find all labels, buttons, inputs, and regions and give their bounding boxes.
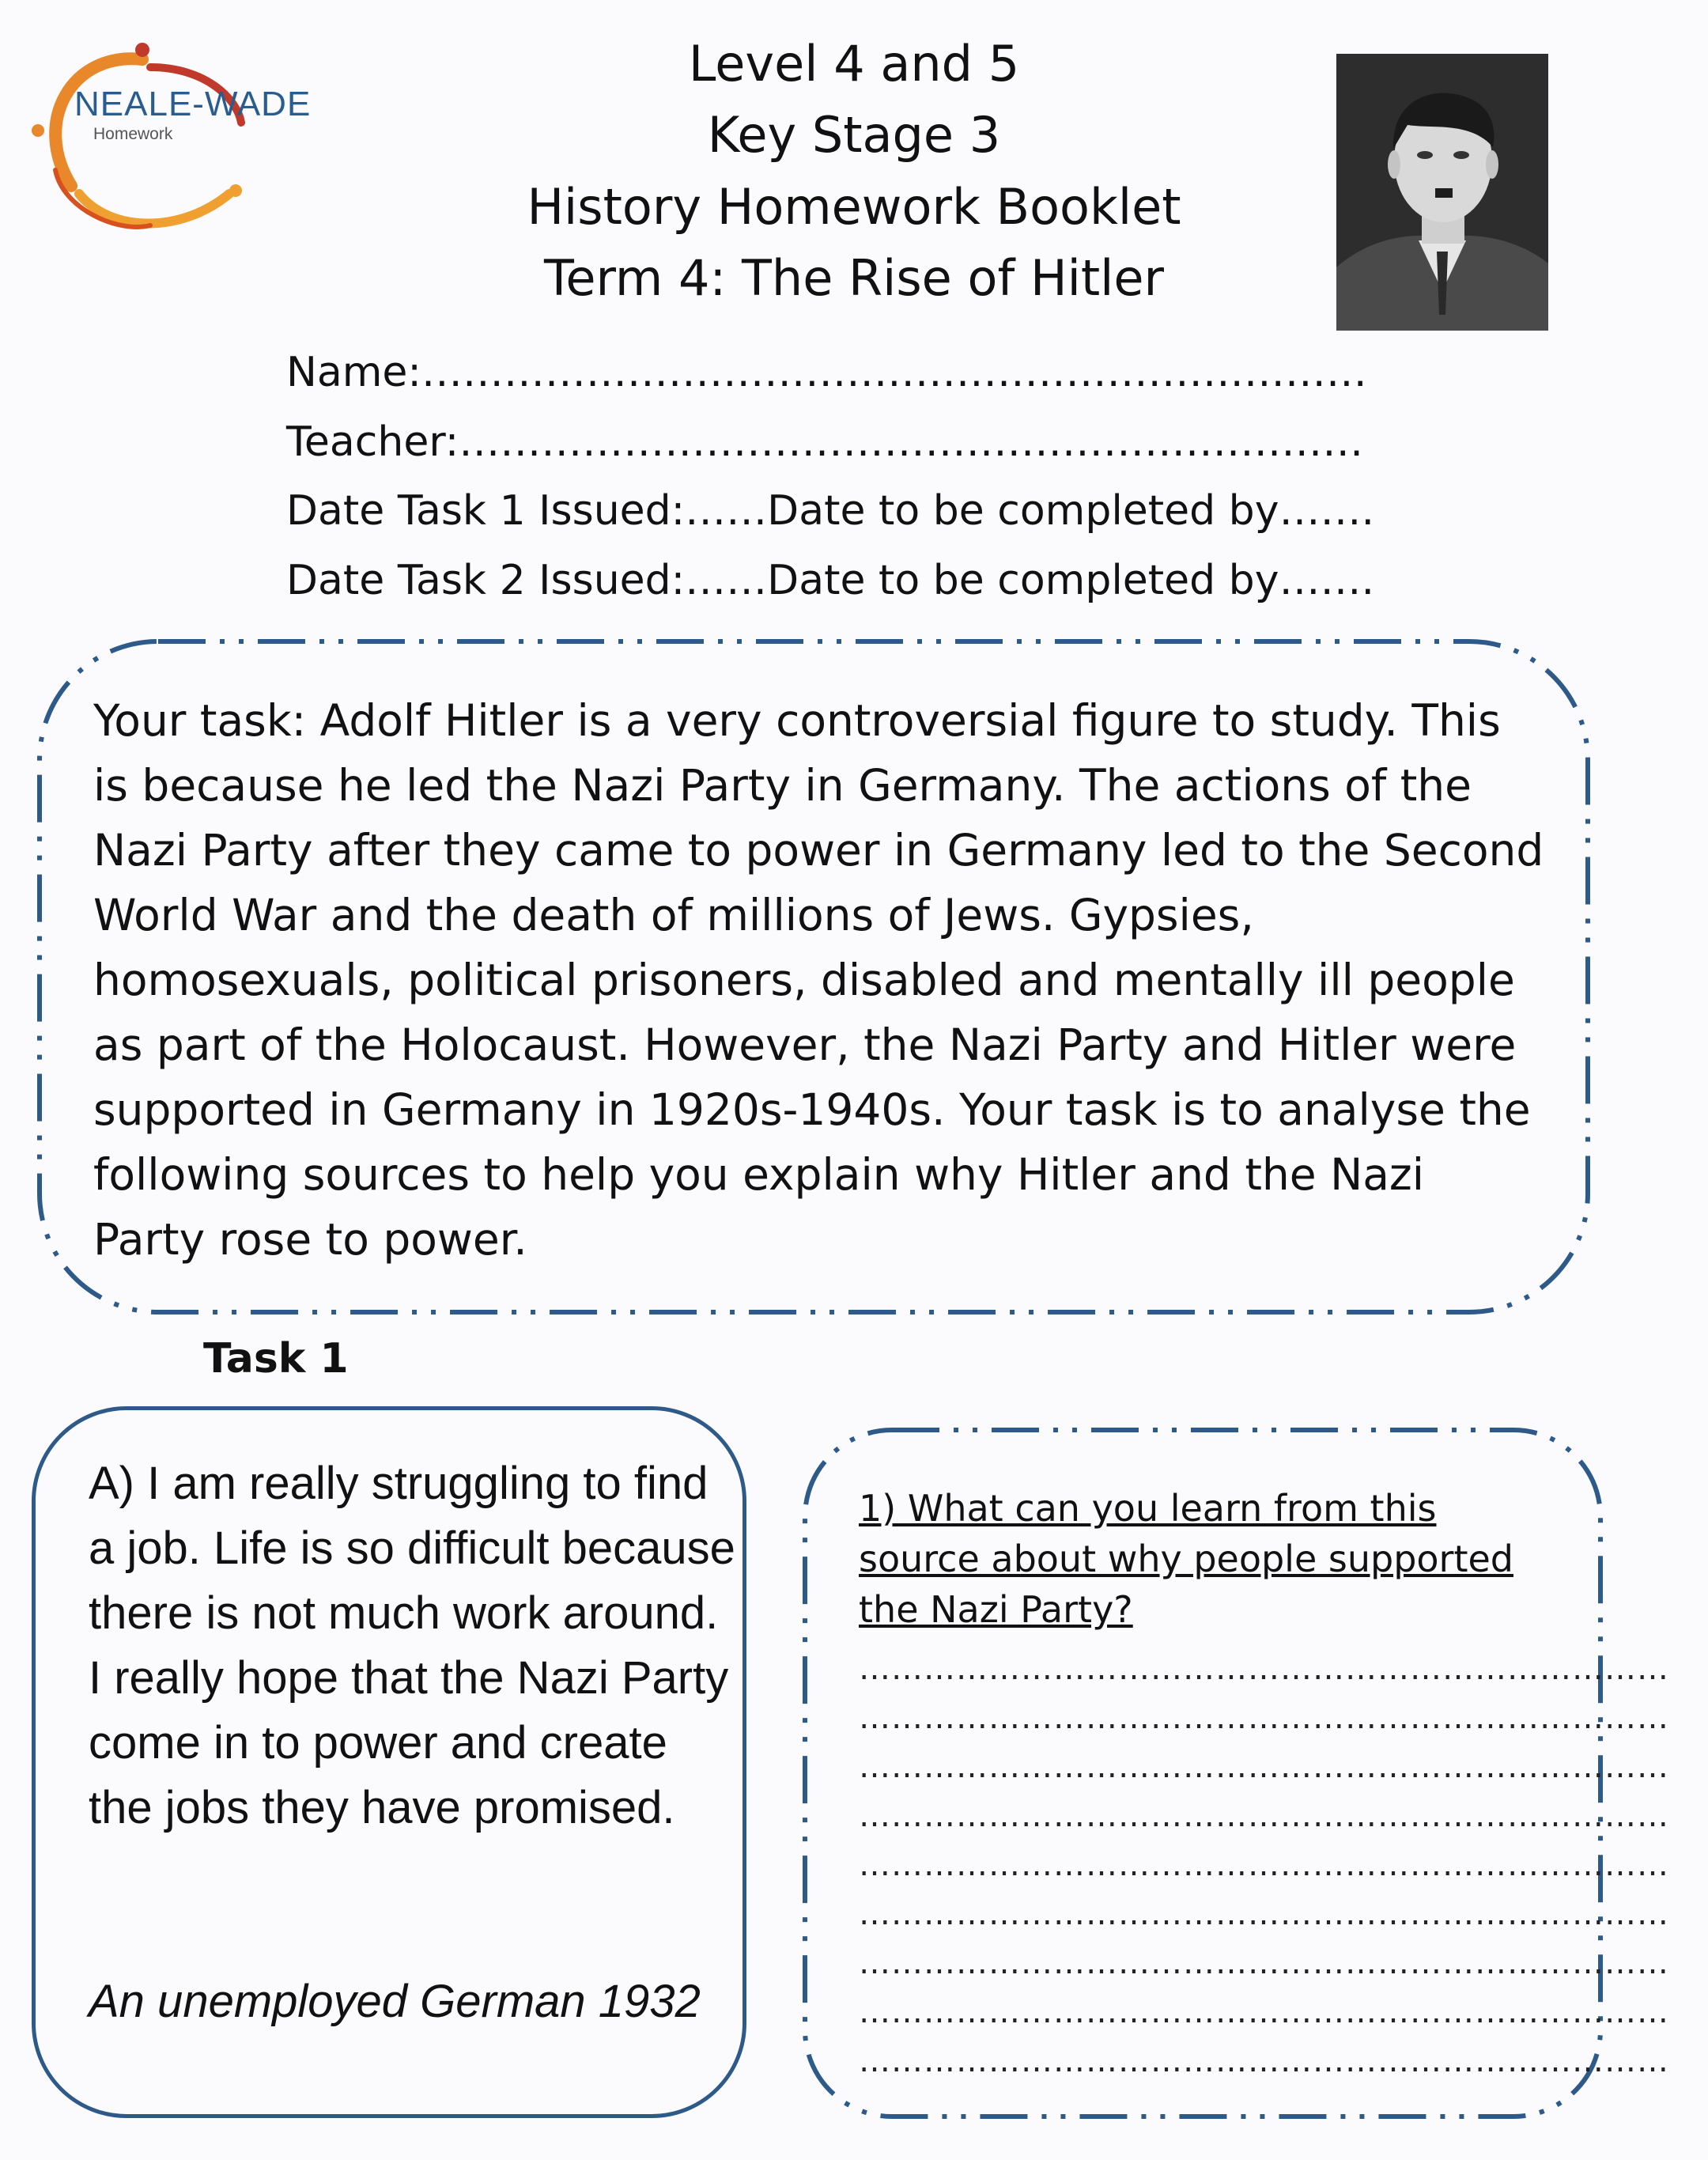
- logo-name: NEALE-WADE: [74, 85, 312, 123]
- question-1-text: 1) What can you learn from this source about why people supported the Nazi Party?: [859, 1487, 1513, 1631]
- answer-line[interactable]: …………………………………………………………………: [859, 2043, 1669, 2079]
- source-a-attribution: An unemployed German 1932: [89, 1976, 701, 2027]
- answer-line[interactable]: …………………………………………………………………: [859, 1896, 1669, 1932]
- answer-line[interactable]: …………………………………………………………………: [859, 1994, 1669, 2030]
- teacher-field[interactable]: Teacher:…………………………………………………………: [286, 418, 1364, 466]
- task-intro-text: Your task: Adolf Hitler is a very controversial figure to study. This is because he led the Nazi Party in Germany. The actions of the Nazi Party after they came to power in Germany led to the Second World War and the death of millions of Jews. Gypsies, homosexuals, political prisoners, disabled and mentally ill people as part of the Holocaust. However, the Nazi Party and Hitler were supported in Germany in 1920s-1940s. Your task is to analyse the following sources to help you explain why Hitler and the Nazi Party rose to power.: [93, 695, 1544, 1265]
- name-field[interactable]: Name:……………………………………………………………: [286, 349, 1367, 396]
- task2-dates-field[interactable]: Date Task 2 Issued:……Date to be completed by…….: [286, 557, 1374, 604]
- title-booklet: History Homework Booklet: [527, 178, 1181, 236]
- portrait-photo: [1336, 54, 1548, 331]
- task1-dates-field[interactable]: Date Task 1 Issued:……Date to be completed by…….: [286, 487, 1374, 535]
- answer-line[interactable]: …………………………………………………………………: [859, 1945, 1669, 1981]
- title-level: Level 4 and 5: [688, 35, 1020, 93]
- logo-subtitle: Homework: [93, 125, 173, 143]
- answer-line[interactable]: …………………………………………………………………: [859, 1749, 1669, 1785]
- answer-line[interactable]: …………………………………………………………………: [859, 1847, 1669, 1883]
- answer-line[interactable]: …………………………………………………………………: [859, 1798, 1669, 1834]
- title-key-stage: Key Stage 3: [707, 106, 1001, 164]
- answer-line[interactable]: …………………………………………………………………: [859, 1651, 1669, 1687]
- answer-line[interactable]: …………………………………………………………………: [859, 1700, 1669, 1736]
- task1-heading: Task 1: [203, 1335, 349, 1383]
- title-term: Term 4: The Rise of Hitler: [544, 249, 1164, 307]
- source-a-text: A) I am really struggling to find a job. Life is so difficult because there is not much work around. I really hope that the Nazi Party come in to power and create the jobs they have promised.: [89, 1458, 735, 1833]
